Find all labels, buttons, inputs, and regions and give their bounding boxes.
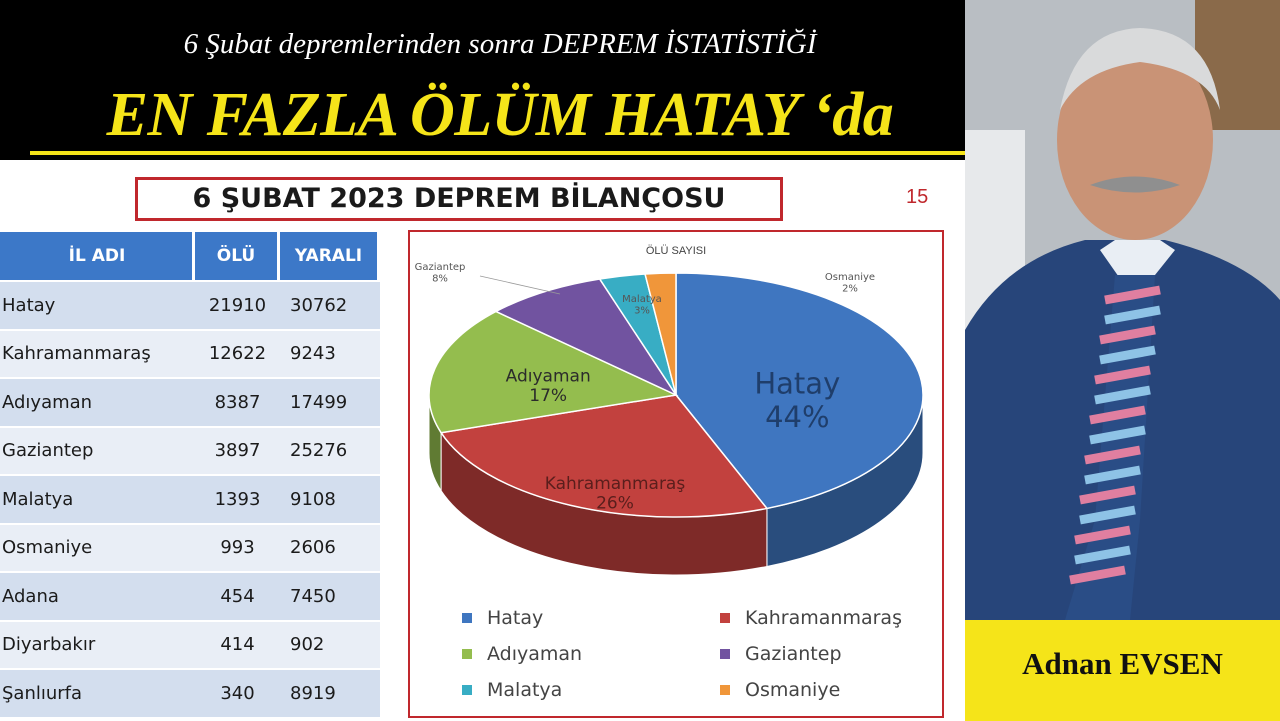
legend-label-hatay: Hatay xyxy=(487,607,544,629)
deaths-cell: 993 xyxy=(195,525,280,574)
pie-leader-line xyxy=(480,276,560,294)
slide-title: 6 ŞUBAT 2023 DEPREM BİLANÇOSU xyxy=(135,177,783,221)
injured-cell: 2606 xyxy=(280,525,380,574)
deaths-cell: 1393 xyxy=(195,476,280,525)
legend-swatch-kahramanmaraş xyxy=(720,613,730,623)
author-photo xyxy=(965,0,1280,620)
legend-swatch-malatya xyxy=(462,685,472,695)
author-nameplate xyxy=(965,620,1280,721)
header-banner xyxy=(0,0,1000,160)
table-row xyxy=(0,525,380,574)
legend-label-adıyaman: Adıyaman xyxy=(487,643,583,665)
injured-cell: 7450 xyxy=(280,573,380,622)
pie-label-value-gaziantep: 8% xyxy=(432,273,448,285)
headline: EN FAZLA ÖLÜM HATAY ‘da xyxy=(106,81,894,149)
table-row xyxy=(0,379,380,428)
pie-label-name-gaziantep: Gaziantep xyxy=(414,262,466,273)
injured-cell: 8919 xyxy=(280,670,380,719)
deaths-cell: 12622 xyxy=(195,331,280,380)
legend-swatch-gaziantep xyxy=(720,649,730,659)
province-cell: Şanlıurfa xyxy=(0,670,195,719)
province-cell: Diyarbakır xyxy=(0,622,195,671)
deaths-cell: 8387 xyxy=(195,379,280,428)
pie-label-value-kahramanmaraş: 26% xyxy=(596,493,634,514)
pie-chart xyxy=(410,232,942,716)
pie-label-value-malatya: 3% xyxy=(634,305,650,317)
injured-cell: 9108 xyxy=(280,476,380,525)
table-row xyxy=(0,573,380,622)
legend-label-kahramanmaraş: Kahramanmaraş xyxy=(745,607,902,629)
pie-label-name-adıyaman: Adıyaman xyxy=(505,366,591,387)
table-row xyxy=(0,622,380,671)
table-header-row xyxy=(0,232,380,282)
pie-label-name-hatay: Hatay xyxy=(754,366,841,401)
deaths-cell: 454 xyxy=(195,573,280,622)
injured-cell: 30762 xyxy=(280,282,380,331)
legend-label-osmaniye: Osmaniye xyxy=(745,679,841,701)
column-header-deaths: ÖLÜ xyxy=(195,232,280,282)
pie-chart-panel xyxy=(408,230,944,718)
province-cell: Adana xyxy=(0,573,195,622)
injured-cell: 902 xyxy=(280,622,380,671)
casualty-table xyxy=(0,232,380,719)
pie-label-name-osmaniye: Osmaniye xyxy=(824,272,876,283)
pie-label-value-osmaniye: 2% xyxy=(842,283,858,295)
table-row xyxy=(0,282,380,331)
injured-cell: 25276 xyxy=(280,428,380,477)
chart-title: ÖLÜ SAYISI xyxy=(645,245,707,257)
pie-label-name-kahramanmaraş: Kahramanmaraş xyxy=(544,474,686,495)
table-row xyxy=(0,331,380,380)
province-cell: Kahramanmaraş xyxy=(0,331,195,380)
table-row xyxy=(0,670,380,719)
table-row xyxy=(0,428,380,477)
legend-label-malatya: Malatya xyxy=(487,679,563,701)
province-cell: Malatya xyxy=(0,476,195,525)
province-cell: Adıyaman xyxy=(0,379,195,428)
subtitle: 6 Şubat depremlerinden sonra DEPREM İSTATİSTİĞİ xyxy=(183,28,817,60)
injured-cell: 9243 xyxy=(280,331,380,380)
deaths-cell: 414 xyxy=(195,622,280,671)
headline-underline xyxy=(30,151,990,155)
province-cell: Osmaniye xyxy=(0,525,195,574)
table-row xyxy=(0,476,380,525)
pie-label-value-adıyaman: 17% xyxy=(529,386,568,407)
pie-label-name-malatya: Malatya xyxy=(622,294,662,305)
province-cell: Hatay xyxy=(0,282,195,331)
slide-number: 15 xyxy=(906,186,929,208)
province-cell: Gaziantep xyxy=(0,428,195,477)
legend-label-gaziantep: Gaziantep xyxy=(745,643,842,665)
legend-swatch-osmaniye xyxy=(720,685,730,695)
deaths-cell: 21910 xyxy=(195,282,280,331)
deaths-cell: 340 xyxy=(195,670,280,719)
column-header-province: İL ADI xyxy=(0,232,195,282)
column-header-injured: YARALI xyxy=(280,232,380,282)
injured-cell: 17499 xyxy=(280,379,380,428)
pie-label-value-hatay: 44% xyxy=(765,399,830,434)
legend-swatch-hatay xyxy=(462,613,472,623)
statistics-slide xyxy=(0,160,965,721)
author-name: Adnan EVSEN xyxy=(1022,646,1223,681)
legend-swatch-adıyaman xyxy=(462,649,472,659)
deaths-cell: 3897 xyxy=(195,428,280,477)
